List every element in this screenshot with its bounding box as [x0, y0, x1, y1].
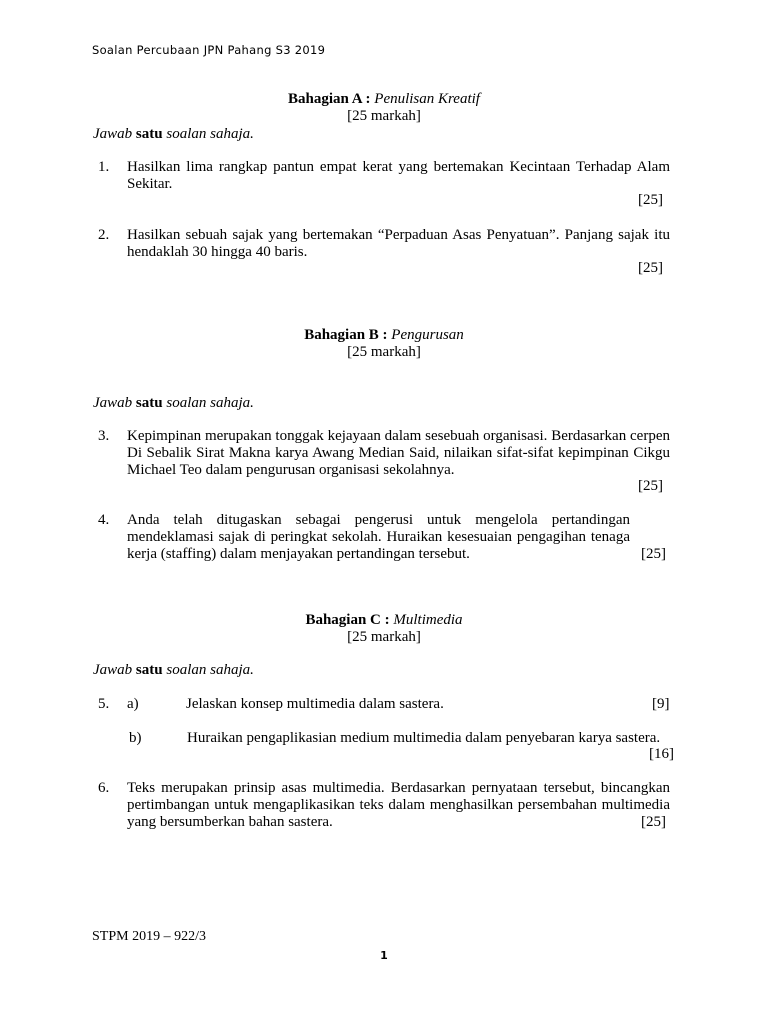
question-6	[93, 780, 670, 831]
section-a-topic: Penulisan Kreatif	[374, 91, 480, 107]
question-text: Anda telah ditugaskan sebagai pengerusi untuk mengelola pertandingan mendeklamasi sajak di peringkat sekolah. Huraikan kesesuaian pengagihan tenaga kerja (staffing) dalam menjayakan pertandingan tersebut.	[127, 512, 630, 562]
question-1	[93, 159, 670, 193]
subquestion-a-marks: [9]	[652, 696, 670, 712]
footer-code: STPM 2019 – 922/3	[92, 929, 206, 944]
question-3	[93, 428, 670, 479]
section-c-marks: [25 markah]	[347, 629, 421, 645]
subquestion-a-text: Jelaskan konsep multimedia dalam sastera.	[186, 696, 444, 712]
subquestion-a-label: a)	[127, 696, 139, 712]
question-number: 3.	[98, 428, 110, 444]
question-text: Hasilkan sebuah sajak yang bertemakan “Perpaduan Asas Penyatuan”. Panjang sajak itu hendaklah 30 hingga 40 baris.	[127, 227, 670, 260]
question-number: 1.	[98, 159, 110, 175]
question-2	[93, 227, 670, 261]
question-number: 6.	[98, 780, 110, 796]
section-c-label: Bahagian C :	[305, 612, 390, 628]
section-c-title	[0, 612, 768, 629]
section-a-marks: [25 markah]	[347, 108, 421, 124]
question-text: Kepimpinan merupakan tonggak kejayaan dalam sesebuah organisasi. Berdasarkan cerpen Di Sebalik Sirat Makna karya Awang Median Said, nilaikan sifat-sifat kepimpinan Cikgu Michael Teo dalam pengurusan organisasi sekolahnya.	[127, 428, 670, 478]
question-number: 2.	[98, 227, 110, 243]
section-a-label: Bahagian A :	[288, 91, 371, 107]
section-c-topic: Multimedia	[393, 612, 463, 628]
question-6-marks: [25]	[641, 814, 666, 830]
question-text: Hasilkan lima rangkap pantun empat kerat yang bertemakan Kecintaan Terhadap Alam Sekitar.	[127, 159, 670, 192]
question-number: 5.	[98, 696, 110, 712]
subquestion-b-marks: [16]	[649, 746, 674, 762]
section-b-title	[0, 327, 768, 344]
section-c-instruction: Jawab satu soalan sahaja.	[93, 662, 254, 678]
question-number: 4.	[98, 512, 110, 528]
question-4	[93, 512, 670, 563]
question-2-marks: [25]	[638, 260, 663, 276]
page-header: Soalan Percubaan JPN Pahang S3 2019	[92, 43, 326, 57]
subquestion-b-text: Huraikan pengaplikasian medium multimedia dalam penyebaran karya sastera.	[187, 730, 661, 746]
question-3-marks: [25]	[638, 478, 663, 494]
page-number: 1	[380, 949, 388, 962]
section-b-label: Bahagian B :	[304, 327, 388, 343]
section-a-title	[0, 91, 768, 108]
question-4-marks: [25]	[641, 546, 666, 562]
section-a-instruction: Jawab satu soalan sahaja.	[93, 126, 254, 142]
section-b-topic: Pengurusan	[391, 327, 464, 343]
subquestion-b-label: b)	[129, 730, 142, 746]
question-1-marks: [25]	[638, 192, 663, 208]
section-b-instruction: Jawab satu soalan sahaja.	[93, 395, 254, 411]
question-text: Teks merupakan prinsip asas multimedia. Berdasarkan pernyataan tersebut, bincangkan pertimbangan untuk mengaplikasikan teks dalam menghasilkan persembahan multimedia yang bersumberkan bahan sastera.	[127, 780, 670, 830]
section-b-marks: [25 markah]	[347, 344, 421, 360]
